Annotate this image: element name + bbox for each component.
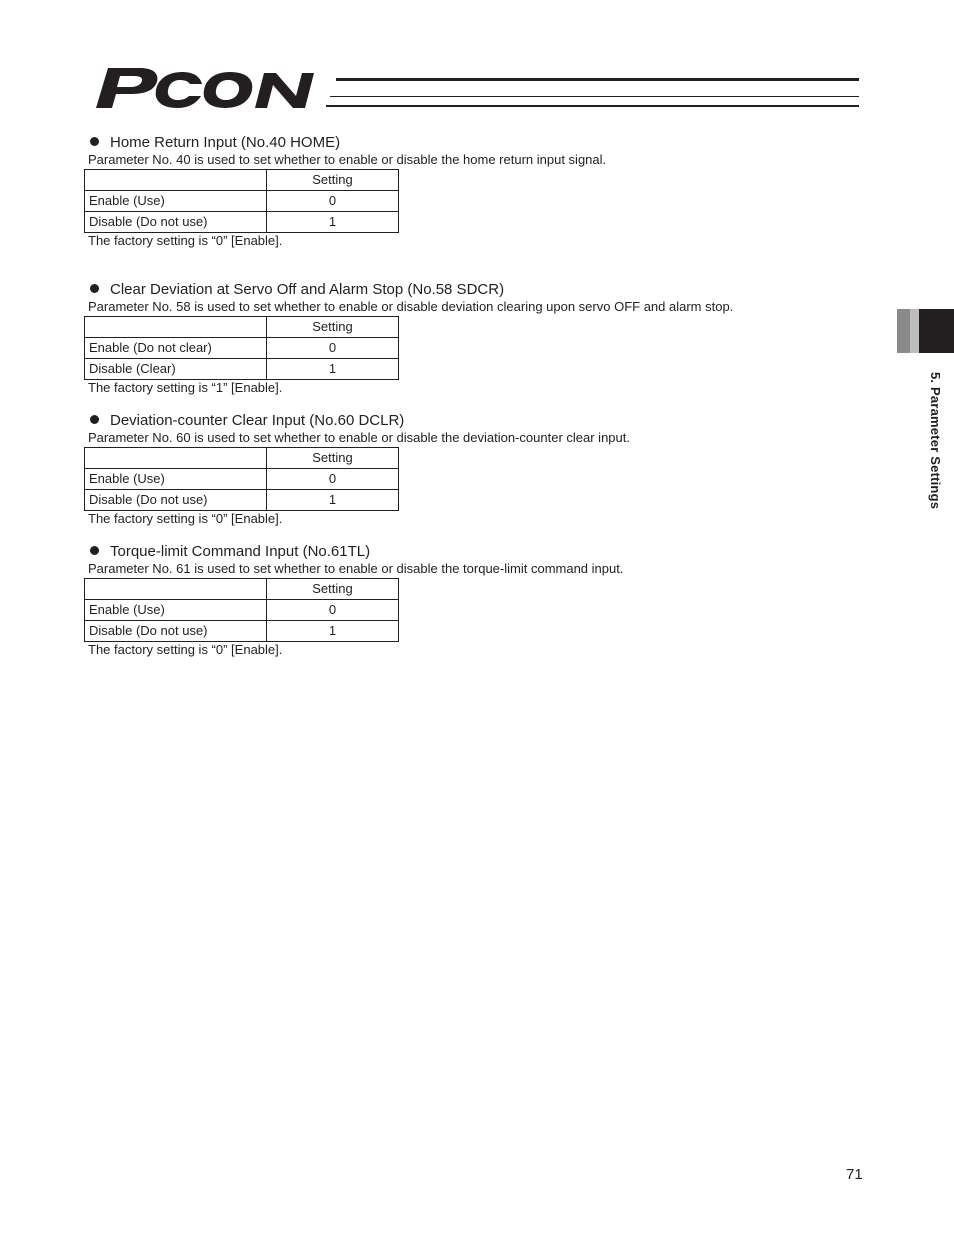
header-rule-middle — [330, 96, 859, 97]
table-cell: Disable (Do not use) — [85, 490, 267, 511]
table-cell: Enable (Use) — [85, 600, 267, 621]
section-heading-text: Torque-limit Command Input (No.61TL) — [110, 543, 371, 560]
table-header-cell — [85, 317, 267, 338]
table-row — [85, 191, 399, 212]
section-heading-text: Clear Deviation at Servo Off and Alarm Stop (No.58 SDCR) — [110, 281, 505, 298]
header-rule-bottom — [326, 105, 859, 107]
section-description: Parameter No. 60 is used to set whether to enable or disable the deviation-counter clear input. — [88, 430, 630, 445]
table-cell: Disable (Do not use) — [85, 212, 267, 233]
section-description: Parameter No. 40 is used to set whether to enable or disable the home return input signal. — [88, 152, 607, 167]
table-header-row — [85, 170, 399, 191]
table-cell: 1 — [267, 490, 399, 511]
chapter-tab-dark — [919, 309, 954, 353]
table-cell: 0 — [267, 469, 399, 490]
table-cell: 1 — [267, 212, 399, 233]
section-deviation-counter-clear — [84, 412, 804, 527]
table-row — [85, 490, 399, 511]
table-cell: 0 — [267, 191, 399, 212]
table-header-cell: Setting — [267, 170, 399, 191]
bullet-icon — [90, 546, 99, 555]
page-number: 71 — [846, 1166, 863, 1183]
factory-setting-note: The factory setting is “0” [Enable]. — [88, 233, 283, 248]
section-description: Parameter No. 61 is used to set whether to enable or disable the torque-limit command input. — [88, 561, 624, 576]
factory-setting-note: The factory setting is “0” [Enable]. — [88, 642, 283, 657]
section-home-return-input — [84, 134, 804, 249]
table-cell: Enable (Use) — [85, 469, 267, 490]
table-row — [85, 359, 399, 380]
table-cell: Disable (Do not use) — [85, 621, 267, 642]
table-header-cell — [85, 579, 267, 600]
table-cell: 0 — [267, 600, 399, 621]
table-header-row — [85, 579, 399, 600]
table-header-cell: Setting — [267, 579, 399, 600]
chapter-tab-mid — [910, 309, 919, 353]
section-heading — [84, 412, 804, 430]
parameter-table — [84, 169, 399, 233]
section-torque-limit-command — [84, 543, 804, 658]
table-row — [85, 212, 399, 233]
table-cell: Disable (Clear) — [85, 359, 267, 380]
pcon-logo — [94, 64, 334, 112]
table-cell: 0 — [267, 338, 399, 359]
table-header-cell: Setting — [267, 317, 399, 338]
table-row — [85, 600, 399, 621]
section-clear-deviation — [84, 281, 804, 396]
bullet-icon — [90, 284, 99, 293]
parameter-table — [84, 447, 399, 511]
parameter-table — [84, 578, 399, 642]
header-rule-top — [336, 78, 859, 81]
table-cell: 1 — [267, 621, 399, 642]
parameter-table — [84, 316, 399, 380]
table-row — [85, 621, 399, 642]
table-header-row — [85, 317, 399, 338]
table-header-cell — [85, 448, 267, 469]
section-heading-text: Home Return Input (No.40 HOME) — [110, 134, 341, 151]
table-cell: 1 — [267, 359, 399, 380]
section-heading — [84, 543, 804, 561]
bullet-icon — [90, 137, 99, 146]
table-header-cell — [85, 170, 267, 191]
table-row — [85, 469, 399, 490]
section-heading — [84, 281, 804, 299]
factory-setting-note: The factory setting is “1” [Enable]. — [88, 380, 283, 395]
table-header-row — [85, 448, 399, 469]
section-heading — [84, 134, 804, 152]
section-description: Parameter No. 58 is used to set whether to enable or disable deviation clearing upon servo OFF and alarm stop. — [88, 299, 734, 314]
table-cell: Enable (Do not clear) — [85, 338, 267, 359]
bullet-icon — [90, 415, 99, 424]
table-cell: Enable (Use) — [85, 191, 267, 212]
factory-setting-note: The factory setting is “0” [Enable]. — [88, 511, 283, 526]
table-row — [85, 338, 399, 359]
table-header-cell: Setting — [267, 448, 399, 469]
section-heading-text: Deviation-counter Clear Input (No.60 DCLR) — [110, 412, 405, 429]
chapter-side-label: 5. Parameter Settings — [928, 372, 943, 510]
